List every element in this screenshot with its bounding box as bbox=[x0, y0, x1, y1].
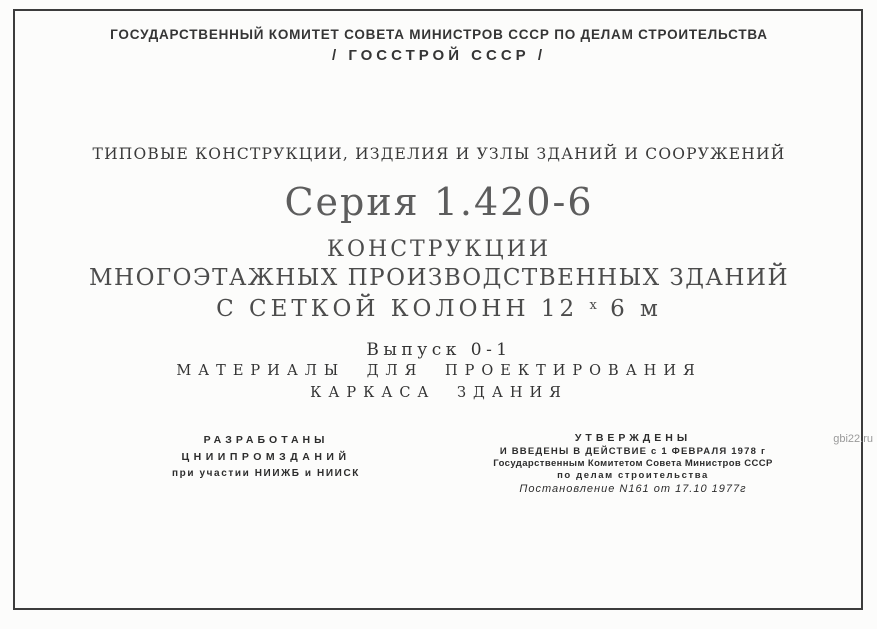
approved-heading: УТВЕРЖДЕНЫ bbox=[574, 432, 692, 444]
column-grid-suffix: 6 м bbox=[610, 296, 662, 322]
gosstroy-abbrev-line: / ГОССТРОЙ СССР / bbox=[331, 47, 547, 64]
main-title-line-3 bbox=[13, 296, 865, 322]
multiplication-sign: х bbox=[589, 298, 599, 313]
subtitle-line-2: КАРКАСА ЗДАНИЯ bbox=[310, 385, 568, 401]
main-title-line-1: КОНСТРУКЦИИ bbox=[326, 237, 552, 262]
issue-number-line: Выпуск 0-1 bbox=[366, 340, 512, 360]
org-committee-line: ГОСУДАРСТВЕННЫЙ КОМИТЕТ СОВЕТА МИНИСТРОВ СССР ПО ДЕЛАМ СТРОИТЕЛЬСТВА bbox=[110, 27, 768, 42]
developed-participants: при участии НИИЖБ и НИИСК bbox=[172, 468, 360, 479]
main-title-line-2: МНОГОЭТАЖНЫХ ПРОИЗВОДСТВЕННЫХ ЗДАНИЙ bbox=[88, 265, 790, 291]
document-category-line: ТИПОВЫЕ КОНСТРУКЦИИ, ИЗДЕЛИЯ И УЗЛЫ ЗДАНИЙ И СООРУЖЕНИЙ bbox=[92, 145, 786, 163]
developed-organization: ЦНИИПРОМЗДАНИЙ bbox=[181, 451, 351, 463]
approved-effective-date: И ВВЕДЕНЫ В ДЕЙСТВИЕ с 1 ФЕВРАЛЯ 1978 г bbox=[499, 446, 767, 457]
series-number-title: Серия 1.420-6 bbox=[284, 180, 594, 224]
approved-authority-dept: по делам строительства bbox=[557, 470, 709, 481]
approved-authority: Государственным Комитетом Совета Министров СССР bbox=[493, 458, 773, 469]
watermark: gbi22.ru bbox=[833, 433, 873, 445]
column-grid-prefix: С СЕТКОЙ КОЛОНН 12 bbox=[216, 296, 579, 322]
approved-resolution: Постановление N161 от 17.10 1977г bbox=[519, 483, 747, 495]
developed-by-block bbox=[148, 434, 384, 479]
subtitle-line-1: МАТЕРИАЛЫ ДЛЯ ПРОЕКТИРОВАНИЯ bbox=[176, 363, 702, 379]
developed-heading: РАЗРАБОТАНЫ bbox=[203, 434, 329, 446]
approved-by-block bbox=[487, 432, 779, 495]
